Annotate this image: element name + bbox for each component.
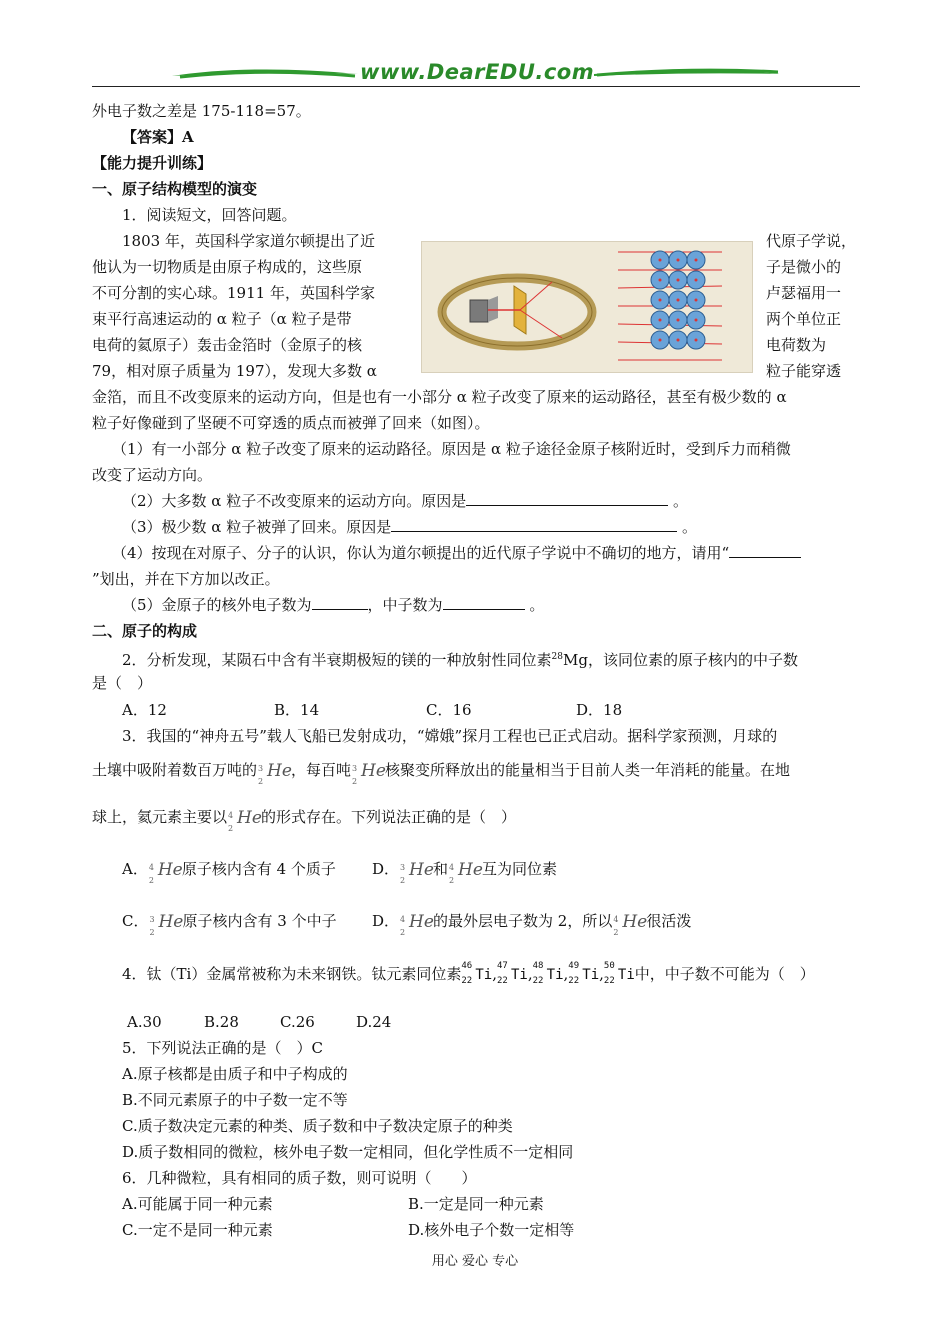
q2-option[interactable]: C．16 bbox=[426, 701, 472, 719]
site-logo[interactable]: www.DearEDU.com bbox=[360, 60, 595, 84]
q1-part5-mid: ，中子数为 bbox=[367, 596, 443, 614]
helium-3-symbol: 3 2 He bbox=[258, 761, 292, 786]
answer-label: 【答案】A bbox=[122, 128, 194, 146]
q3-option-d2[interactable]: D． 4 2 He 的最外层电子数为 2，所以 4 2 He 很活泼 bbox=[372, 912, 692, 937]
answer-blank[interactable] bbox=[466, 491, 668, 506]
answer-blank[interactable] bbox=[312, 595, 368, 610]
q1-part3-text: （3）极少数 α 粒子被弹了回来。原因是 bbox=[122, 518, 392, 536]
period: 。 bbox=[529, 596, 545, 614]
helium-4-symbol: 4 2 He bbox=[449, 860, 483, 885]
q1-part4-cont: ”划出，并在下方加以改正。 bbox=[92, 570, 280, 588]
q1-right-line: 两个单位正 bbox=[766, 310, 842, 328]
q4-option[interactable]: B.28 bbox=[204, 1013, 239, 1031]
header-swoosh-left bbox=[170, 62, 360, 82]
q1-continuation: 金箔，而且不改变原来的运动方向，但是也有一小部分 α 粒子改变了原来的运动路径，甚至有极少数的 α bbox=[92, 388, 787, 406]
helium-4-symbol: 4 2 He bbox=[228, 808, 262, 833]
q6-option[interactable]: B.一定是同一种元素 bbox=[408, 1195, 544, 1213]
ti-isotope: 49 22 Ti bbox=[568, 961, 600, 986]
q2-option[interactable]: A．12 bbox=[122, 701, 167, 719]
q4-stem: 4．钛（Ti）金属常被称为未来钢铁。钛元素同位素 46 22 Ti, 47 22 Ti, 48 22 Ti, 49 22 Ti, 50 22 Ti中，中子数不可能为（ ） bbox=[122, 961, 815, 986]
q2-stem-cont: 是（ ） bbox=[92, 674, 153, 692]
q1-part3 bbox=[122, 517, 697, 537]
mg-mass-number: 28 bbox=[551, 652, 563, 662]
ti-isotope: 48 22 Ti bbox=[532, 961, 564, 986]
period: 。 bbox=[673, 492, 689, 510]
helium-3-symbol: 3 2 He bbox=[400, 860, 434, 885]
helium-4-symbol: 4 2 He bbox=[148, 860, 183, 885]
q1-left-line: 他认为一切物质是由原子构成的，这些原 bbox=[92, 258, 363, 276]
q1-part5-text: （5）金原子的核外电子数为 bbox=[122, 596, 312, 614]
q1-left-line: 不可分割的实心球。1911 年，英国科学家 bbox=[92, 284, 375, 302]
header-rule bbox=[92, 86, 860, 87]
helium-3-symbol: 3 2 He bbox=[352, 761, 386, 786]
q1-left-line: 1803 年，英国科学家道尔顿提出了近 bbox=[122, 232, 375, 250]
helium-3-symbol: 3 2 He bbox=[149, 912, 184, 937]
q2-text-2: ，该同位素的原子核内的中子数 bbox=[587, 651, 798, 669]
section-title-1: 一、原子结构模型的演变 bbox=[92, 180, 258, 198]
q1-intro: 1．阅读短文，回答问题。 bbox=[122, 206, 297, 224]
q1-right-line: 卢瑟福用一 bbox=[766, 284, 842, 302]
ti-isotope: 50 22 Ti bbox=[603, 961, 635, 986]
header-swoosh-right bbox=[592, 62, 782, 82]
q3-option-c[interactable]: C． 3 2 He 原子核内含有 3 个中子 bbox=[122, 912, 337, 937]
q2-stem bbox=[122, 647, 798, 670]
q1-right-line: 子是微小的 bbox=[766, 258, 842, 276]
alpha-scattering-illustration bbox=[422, 242, 752, 372]
q3-stem-line3 bbox=[92, 806, 517, 833]
q6-option[interactable]: D.核外电子个数一定相等 bbox=[408, 1221, 575, 1239]
q6-option[interactable]: A.可能属于同一种元素 bbox=[122, 1195, 273, 1213]
q4-option[interactable]: C.26 bbox=[280, 1013, 315, 1031]
answer-blank[interactable] bbox=[391, 517, 677, 532]
page-footer: 用心 爱心 专心 bbox=[431, 1254, 519, 1269]
q2-text: 2．分析发现，某陨石中含有半衰期极短的镁的一种放射性同位素 bbox=[122, 651, 552, 669]
q3-text: ，每百吨 bbox=[291, 761, 352, 779]
q2-option[interactable]: D．18 bbox=[576, 701, 623, 719]
q1-part1: （1）有一小部分 α 粒子改变了原来的运动路径。原因是 α 粒子途径金原子核附近时，受到斥力而稍微 bbox=[112, 440, 791, 458]
q6-stem: 6．几种微粒，具有相同的质子数，则可说明（ ） bbox=[122, 1169, 477, 1187]
q1-part2-text: （2）大多数 α 粒子不改变原来的运动方向。原因是 bbox=[122, 492, 467, 510]
q3-stem-line2 bbox=[92, 759, 791, 786]
section-title-2: 二、原子的构成 bbox=[92, 622, 198, 640]
q1-part4-text: （4）按现在对原子、分子的认识，你认为道尔顿提出的近代原子学说中不确切的地方，请用“ bbox=[112, 544, 730, 562]
q1-left-line: 79，相对原子质量为 197），发现大多数 α bbox=[92, 362, 377, 380]
q3-option-a[interactable]: A． 4 2 He 原子核内含有 4 个质子 bbox=[122, 860, 336, 885]
q1-right-line: 代原子学说， bbox=[766, 232, 857, 250]
q1-left-line: 束平行高速运动的 α 粒子（α 粒子是带 bbox=[92, 310, 352, 328]
q4-option[interactable]: A.30 bbox=[127, 1013, 162, 1031]
q1-right-line: 电荷数为 bbox=[766, 336, 827, 354]
q2-option[interactable]: B．14 bbox=[274, 701, 320, 719]
q3-option-d1[interactable]: D． 3 2 He 和 4 2 He 互为同位素 bbox=[372, 860, 558, 885]
q4-option[interactable]: D.24 bbox=[356, 1013, 392, 1031]
q3-text: 核聚变所释放出的能量相当于目前人类一年消耗的能量。在地 bbox=[385, 761, 791, 779]
q5-stem: 5．下列说法正确的是（ ）C bbox=[122, 1039, 324, 1057]
q4-text: 4．钛（Ti）金属常被称为未来钢铁。钛元素同位素 bbox=[122, 965, 462, 983]
q6-option[interactable]: C.一定不是同一种元素 bbox=[122, 1221, 273, 1239]
ti-isotope: 46 22 Ti bbox=[461, 961, 493, 986]
q4-text-2: 中，中子数不可能为（ ） bbox=[634, 965, 815, 983]
q1-right-line: 粒子能穿透 bbox=[766, 362, 842, 380]
period: 。 bbox=[682, 518, 698, 536]
ti-isotope: 47 22 Ti bbox=[497, 961, 528, 986]
q5-option[interactable]: B.不同元素原子的中子数一定不等 bbox=[122, 1091, 348, 1109]
helium-4-symbol: 4 2 He bbox=[400, 912, 434, 937]
q3-text: 土壤中吸附着数百万吨的 bbox=[92, 761, 258, 779]
q1-continuation: 粒子好像碰到了坚硬不可穿透的质点而被弹了回来（如图）。 bbox=[92, 414, 490, 432]
q3-stem: 3．我国的“神舟五号”载人飞船已发射成功，“嫦娥”探月工程也已正式启动。据科学家预测，月球的 bbox=[122, 727, 778, 745]
q1-part4 bbox=[112, 543, 801, 563]
q5-option[interactable]: D.质子数相同的微粒，核外电子数一定相同，但化学性质不一定相同 bbox=[122, 1143, 574, 1161]
q1-part2 bbox=[122, 491, 688, 511]
q1-part5 bbox=[122, 595, 544, 615]
answer-blank[interactable] bbox=[443, 595, 525, 610]
section-heading: 【能力提升训练】 bbox=[92, 154, 213, 172]
helium-4-symbol: 4 2 He bbox=[613, 912, 648, 937]
q3-text: 的形式存在。下列说法正确的是（ ） bbox=[261, 808, 517, 826]
answer-blank[interactable] bbox=[729, 543, 801, 558]
mg-symbol: Mg bbox=[563, 651, 588, 669]
q5-option[interactable]: A.原子核都是由质子和中子构成的 bbox=[122, 1065, 348, 1083]
q1-left-line: 电荷的氦原子）轰击金箔时（金原子的核 bbox=[92, 336, 363, 354]
q3-text: 球上，氦元素主要以 bbox=[92, 808, 228, 826]
q1-part1-cont: 改变了运动方向。 bbox=[92, 466, 213, 484]
q5-option[interactable]: C.质子数决定元素的种类、质子数和中子数决定原子的种类 bbox=[122, 1117, 513, 1135]
text-line: 外电子数之差是 175-118=57。 bbox=[92, 102, 311, 120]
rutherford-figure bbox=[421, 241, 753, 373]
